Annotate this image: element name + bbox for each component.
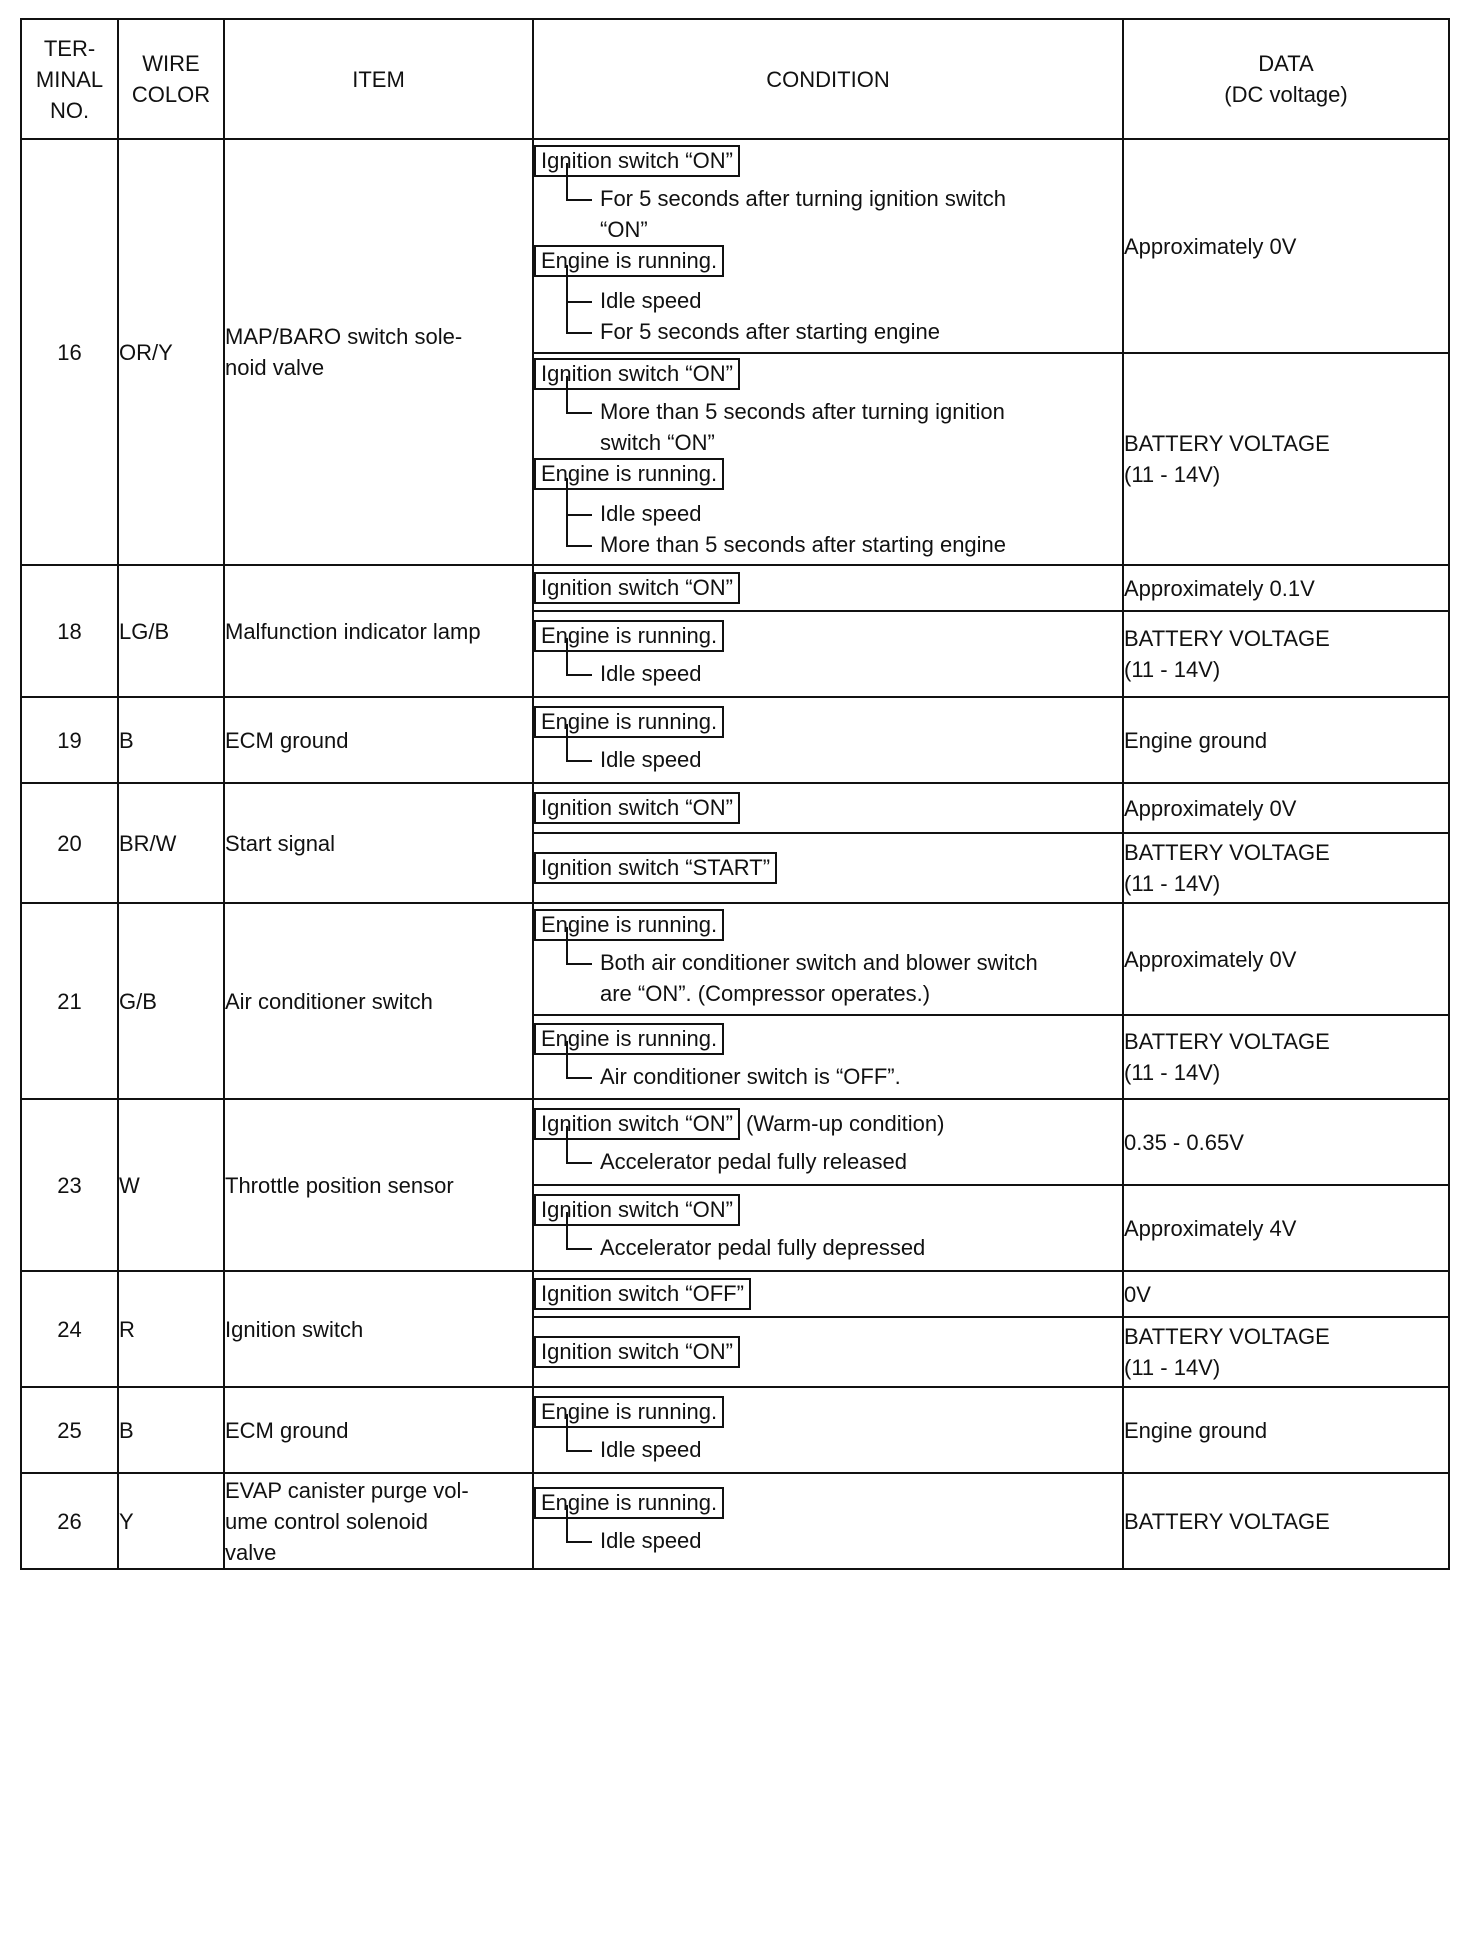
sub-condition: Both air conditioner switch and blower switch are “ON”. (Compressor operates.) bbox=[600, 947, 1122, 1009]
table-row bbox=[21, 903, 1449, 1015]
condition-box: Engine is running. bbox=[534, 1487, 724, 1519]
data-cell: 0V bbox=[1123, 1271, 1449, 1317]
condition-cell bbox=[533, 139, 1123, 353]
sub-condition: Air conditioner switch is “OFF”. bbox=[600, 1061, 1122, 1092]
sub-condition: Idle speed bbox=[600, 658, 1122, 689]
header-data: DATA (DC voltage) bbox=[1123, 19, 1449, 139]
table-row bbox=[21, 565, 1449, 611]
data-cell: BATTERY VOLTAGE (11 - 14V) bbox=[1123, 353, 1449, 565]
data-cell: BATTERY VOLTAGE (11 - 14V) bbox=[1123, 1317, 1449, 1387]
condition-box: Ignition switch “ON” bbox=[534, 1194, 740, 1226]
data-cell: BATTERY VOLTAGE (11 - 14V) bbox=[1123, 611, 1449, 697]
wire-color-cell: Y bbox=[118, 1473, 224, 1569]
table-row bbox=[21, 1271, 1449, 1317]
condition-box: Ignition switch “ON” bbox=[534, 1108, 740, 1140]
ecm-terminal-table bbox=[20, 18, 1450, 1570]
sub-condition: For 5 seconds after turning ignition switch “ON” bbox=[600, 183, 1122, 245]
sub-condition: More than 5 seconds after turning ignition switch “ON” bbox=[600, 396, 1122, 458]
terminal-cell: 19 bbox=[21, 697, 118, 783]
terminal-cell: 24 bbox=[21, 1271, 118, 1387]
sub-condition-list bbox=[566, 652, 1122, 689]
item-cell: Throttle position sensor bbox=[224, 1099, 533, 1271]
terminal-cell: 23 bbox=[21, 1099, 118, 1271]
terminal-cell: 16 bbox=[21, 139, 118, 565]
data-cell: Approximately 0.1V bbox=[1123, 565, 1449, 611]
item-cell: EVAP canister purge vol- ume control solenoid valve bbox=[224, 1473, 533, 1569]
condition-box: Ignition switch “START” bbox=[534, 852, 777, 884]
table-row bbox=[21, 1099, 1449, 1185]
condition-cell bbox=[533, 903, 1123, 1015]
table-row bbox=[21, 1473, 1449, 1569]
condition-cell bbox=[533, 833, 1123, 903]
condition-box: Engine is running. bbox=[534, 1023, 724, 1055]
condition-box: Engine is running. bbox=[534, 909, 724, 941]
condition-cell bbox=[533, 353, 1123, 565]
data-cell: Approximately 0V bbox=[1123, 139, 1449, 353]
condition-cell bbox=[533, 1185, 1123, 1271]
sub-condition-list bbox=[566, 277, 1122, 347]
sub-condition: More than 5 seconds after starting engine bbox=[600, 529, 1122, 560]
condition-box: Ignition switch “ON” bbox=[534, 358, 740, 390]
sub-condition-list bbox=[566, 490, 1122, 560]
condition-cell bbox=[533, 1317, 1123, 1387]
sub-condition-list bbox=[566, 390, 1122, 458]
wire-color-cell: W bbox=[118, 1099, 224, 1271]
header-terminal: TER- MINAL NO. bbox=[21, 19, 118, 139]
sub-condition: Idle speed bbox=[600, 1525, 1122, 1556]
sub-condition-list bbox=[566, 941, 1122, 1009]
terminal-cell: 20 bbox=[21, 783, 118, 903]
sub-condition-list bbox=[566, 177, 1122, 245]
condition-cell bbox=[533, 565, 1123, 611]
item-cell: Ignition switch bbox=[224, 1271, 533, 1387]
sub-condition: Idle speed bbox=[600, 1434, 1122, 1465]
wire-color-cell: B bbox=[118, 697, 224, 783]
condition-box: Ignition switch “OFF” bbox=[534, 1278, 751, 1310]
table-row bbox=[21, 697, 1449, 783]
condition-cell bbox=[533, 697, 1123, 783]
terminal-cell: 18 bbox=[21, 565, 118, 697]
table-row bbox=[21, 1387, 1449, 1473]
data-cell: BATTERY VOLTAGE (11 - 14V) bbox=[1123, 833, 1449, 903]
item-cell: Air conditioner switch bbox=[224, 903, 533, 1099]
item-cell: ECM ground bbox=[224, 1387, 533, 1473]
item-cell: ECM ground bbox=[224, 697, 533, 783]
condition-cell bbox=[533, 611, 1123, 697]
sub-condition: Accelerator pedal fully depressed bbox=[600, 1232, 1122, 1263]
sub-condition-list bbox=[566, 738, 1122, 775]
wire-color-cell: BR/W bbox=[118, 783, 224, 903]
item-cell: Malfunction indicator lamp bbox=[224, 565, 533, 697]
terminal-cell: 25 bbox=[21, 1387, 118, 1473]
sub-condition-list bbox=[566, 1428, 1122, 1465]
sub-condition: Accelerator pedal fully released bbox=[600, 1146, 1122, 1177]
wire-color-cell: OR/Y bbox=[118, 139, 224, 565]
condition-box: Engine is running. bbox=[534, 620, 724, 652]
condition-note: (Warm-up condition) bbox=[745, 1110, 945, 1136]
condition-box: Ignition switch “ON” bbox=[534, 1336, 740, 1368]
terminal-cell: 21 bbox=[21, 903, 118, 1099]
sub-condition: Idle speed bbox=[600, 498, 1122, 529]
data-cell: Approximately 0V bbox=[1123, 783, 1449, 833]
condition-box: Ignition switch “ON” bbox=[534, 572, 740, 604]
sub-condition-list bbox=[566, 1055, 1122, 1092]
data-cell: Approximately 4V bbox=[1123, 1185, 1449, 1271]
condition-cell bbox=[533, 1015, 1123, 1099]
data-cell: BATTERY VOLTAGE bbox=[1123, 1473, 1449, 1569]
header-item: ITEM bbox=[224, 19, 533, 139]
sub-condition-list bbox=[566, 1226, 1122, 1263]
condition-box: Engine is running. bbox=[534, 458, 724, 490]
wire-color-cell: G/B bbox=[118, 903, 224, 1099]
table-row bbox=[21, 783, 1449, 833]
data-cell: BATTERY VOLTAGE (11 - 14V) bbox=[1123, 1015, 1449, 1099]
condition-box: Engine is running. bbox=[534, 706, 724, 738]
terminal-cell: 26 bbox=[21, 1473, 118, 1569]
condition-box: Ignition switch “ON” bbox=[534, 145, 740, 177]
sub-condition: Idle speed bbox=[600, 285, 1122, 316]
data-cell: Approximately 0V bbox=[1123, 903, 1449, 1015]
data-cell: 0.35 - 0.65V bbox=[1123, 1099, 1449, 1185]
data-cell: Engine ground bbox=[1123, 697, 1449, 783]
condition-cell bbox=[533, 1473, 1123, 1569]
sub-condition: Idle speed bbox=[600, 744, 1122, 775]
table-row bbox=[21, 139, 1449, 353]
data-cell: Engine ground bbox=[1123, 1387, 1449, 1473]
item-cell: Start signal bbox=[224, 783, 533, 903]
wire-color-cell: B bbox=[118, 1387, 224, 1473]
sub-condition-list bbox=[566, 1140, 1122, 1177]
condition-box: Engine is running. bbox=[534, 1396, 724, 1428]
condition-cell bbox=[533, 1271, 1123, 1317]
wire-color-cell: LG/B bbox=[118, 565, 224, 697]
condition-cell bbox=[533, 1099, 1123, 1185]
wire-color-cell: R bbox=[118, 1271, 224, 1387]
header-condition: CONDITION bbox=[533, 19, 1123, 139]
header-wire-color: WIRE COLOR bbox=[118, 19, 224, 139]
condition-cell bbox=[533, 1387, 1123, 1473]
sub-condition: For 5 seconds after starting engine bbox=[600, 316, 1122, 347]
item-cell: MAP/BARO switch sole- noid valve bbox=[224, 139, 533, 565]
condition-cell bbox=[533, 783, 1123, 833]
sub-condition-list bbox=[566, 1519, 1122, 1556]
condition-box: Engine is running. bbox=[534, 245, 724, 277]
header-row bbox=[21, 19, 1449, 139]
condition-box: Ignition switch “ON” bbox=[534, 792, 740, 824]
